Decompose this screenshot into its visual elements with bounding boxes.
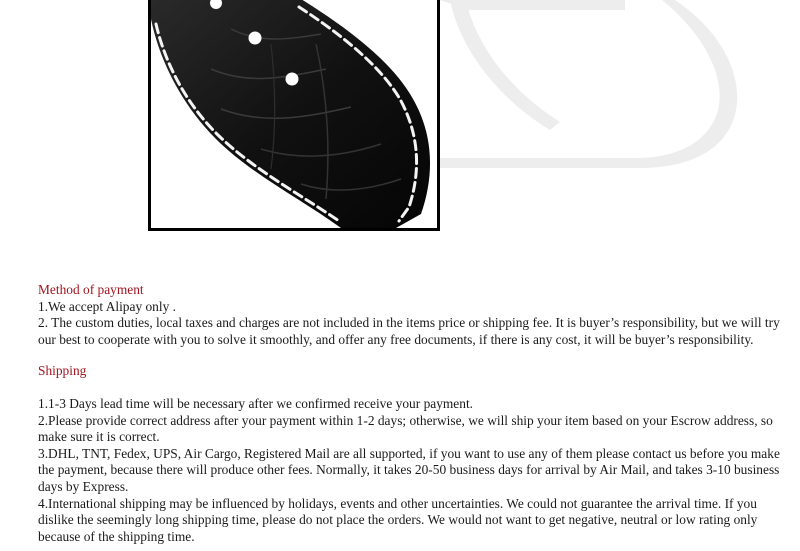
leather-watch-strap-icon: [151, 0, 437, 228]
product-image: [148, 0, 440, 231]
shipping-line: 2.Please provide correct address after your payment within 1-2 days; otherwise, we will ship your item based on your Escrow address, so make sure it is correct.: [38, 412, 773, 445]
shipping-line: 3.DHL, TNT, Fedex, UPS, Air Cargo, Registered Mail are all supported, if you want to use any of them please contact us before you make the payment, because there will produce other fees. Normally, it takes 20-50 business days for arrival by Air Mail, and takes 3-10 business days by Express.: [38, 445, 780, 494]
payment-section-title: Method of payment: [38, 282, 144, 297]
product-description: [38, 282, 780, 545]
shipping-line: 1.1-3 Days lead time will be necessary after we confirmed receive your payment.: [38, 395, 474, 411]
shipping-section-title: Shipping: [38, 363, 87, 379]
brand-watermark-icon: [400, 0, 800, 180]
shipping-line: 4.International shipping may be influenced by holidays, events and other uncertainties. We could not guarantee the arrival time. If you dislike the seemingly long shipping time, please do not place the orders. We would not want to get negative, neutral or low rating only because of the shipping time.: [38, 495, 758, 544]
payment-line: 2. The custom duties, local taxes and charges are not included in the items price or shipping fee. It is buyer’s responsibility, but we will try our best to cooperate with you to solve it smoothly, and offer any free documents, if there is any cost, it will be buyer’s responsibility.: [38, 315, 780, 347]
payment-line: 1.We accept Alipay only .: [38, 298, 176, 314]
